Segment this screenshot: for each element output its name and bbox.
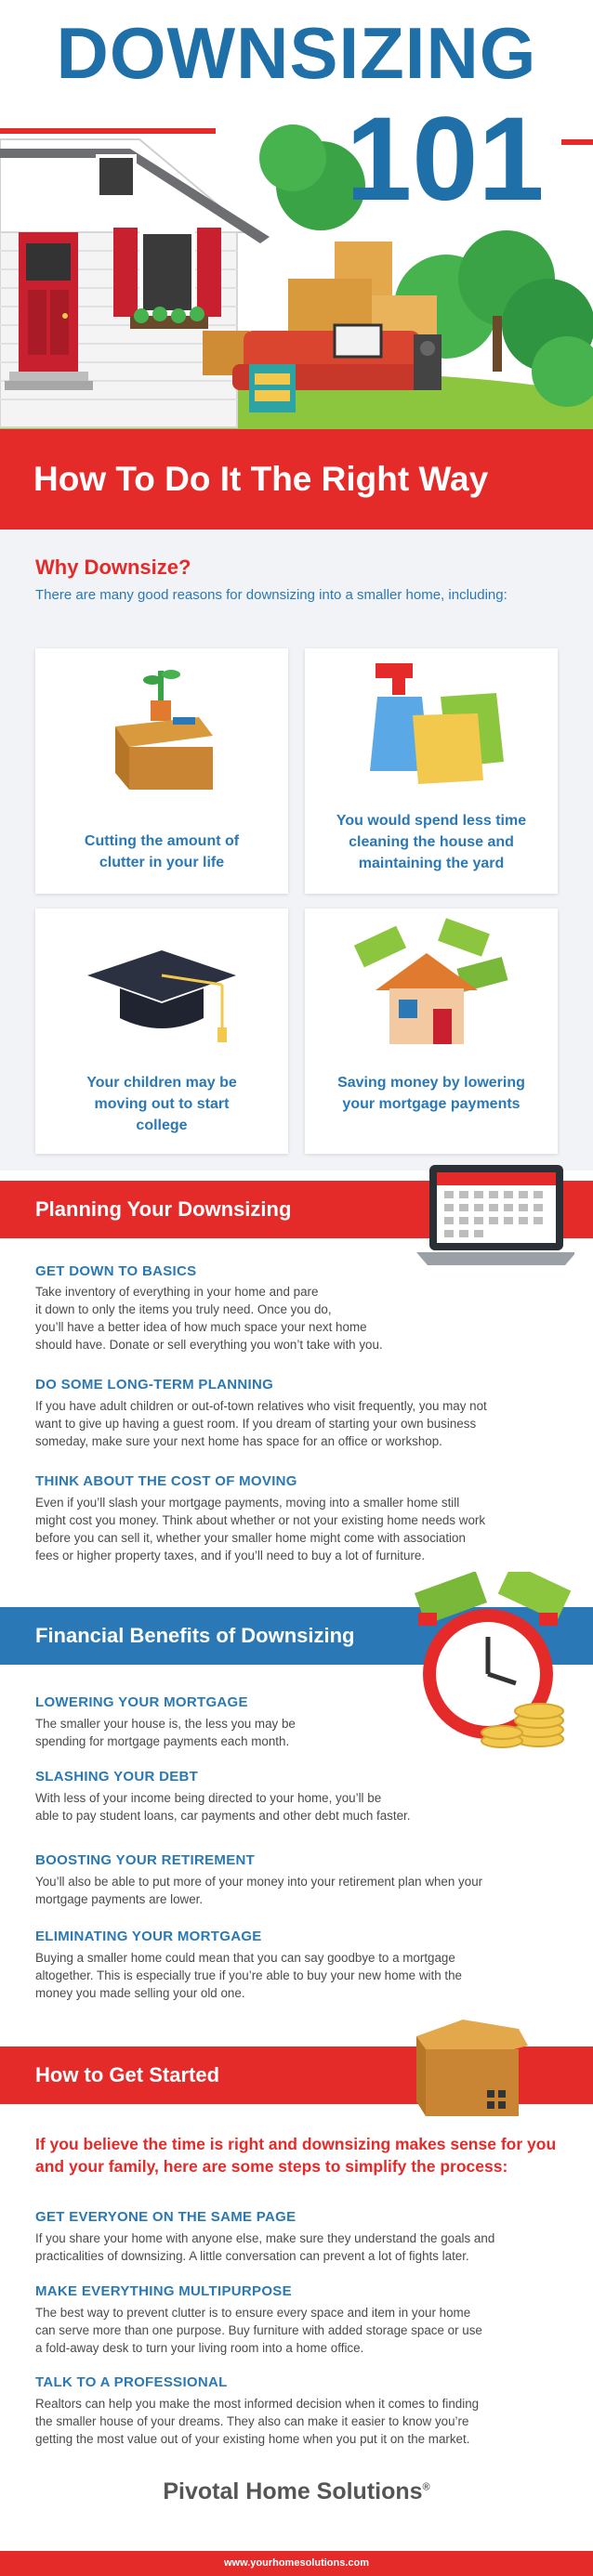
paragraph-line: someday, make sure your next home has space for an office or workshop.: [35, 1434, 442, 1448]
hero-number: 101: [346, 93, 545, 226]
paragraph-line: altogether. This is especially true if you’re able to buy your new home with the: [35, 1968, 463, 1982]
brand-logo: [0, 2478, 593, 2505]
financial-title: Financial Benefits of Downsizing: [35, 1624, 355, 1647]
paragraph-line: Realtors can help you make the most informed decision when it comes to finding: [35, 2397, 480, 2411]
started-title: How to Get Started: [35, 2063, 220, 2086]
paragraph-line: it down to only the items you truly need. Once you do,: [35, 1302, 332, 1316]
laptop-calendar-icon: [416, 1161, 574, 1273]
house-money-icon: [348, 916, 515, 1055]
paragraph-line: might cost you money. Think about whether or not your existing home needs work: [35, 1513, 486, 1527]
paragraph-line: Take inventory of everything in your home and pare: [35, 1285, 319, 1299]
paragraph-line: should have. Donate or sell everything you won’t take with you.: [35, 1338, 383, 1352]
registered-mark: ®: [422, 2481, 430, 2493]
hero-title: DOWNSIZING: [56, 12, 537, 94]
paragraph-line: The best way to prevent clutter is to ensure every space and item in your home: [35, 2306, 471, 2320]
paragraph-line: want to give up having a guest room. If you dream of starting your own business: [35, 1417, 477, 1431]
paragraph-line: spending for mortgage payments each month.: [35, 1734, 290, 1748]
reason-card: [35, 648, 288, 894]
paragraph-line: Even if you’ll slash your mortgage payments, moving into a smaller home still: [35, 1496, 460, 1510]
hero: [0, 0, 593, 446]
paragraph-line: can serve more than one purpose. Buy furniture with added storage space or use: [35, 2323, 482, 2337]
section-heading: THINK ABOUT THE COST OF MOVING: [35, 1473, 297, 1489]
reason-card: [305, 648, 558, 894]
section-heading: DO SOME LONG-TERM PLANNING: [35, 1377, 274, 1393]
paragraph-line: With less of your income being directed to your home, you’ll be: [35, 1791, 382, 1805]
moving-box-icon: [407, 2008, 537, 2120]
footer-url[interactable]: www.yourhomesolutions.com: [0, 2551, 593, 2576]
graduation-cap-icon: [83, 946, 241, 1048]
section-paragraph: [35, 1494, 485, 1564]
subtitle-banner: How To Do It The Right Way: [0, 429, 593, 530]
section-heading: MAKE EVERYTHING MULTIPURPOSE: [35, 2283, 292, 2299]
section-paragraph: [35, 1283, 383, 1353]
why-title: Why Downsize?: [35, 556, 191, 579]
section-paragraph: [35, 1873, 482, 1908]
section-paragraph: [35, 1397, 487, 1450]
paragraph-line: Buying a smaller home could mean that you can say goodbye to a mortgage: [35, 1951, 455, 1965]
section-paragraph: [35, 1949, 462, 2002]
cleaning-supplies-icon: [357, 660, 506, 799]
section-paragraph: [35, 2395, 479, 2448]
paragraph-line: fees or higher property taxes, and if you’ll need to buy a lot of furniture.: [35, 1549, 426, 1563]
section-heading: TALK TO A PROFESSIONAL: [35, 2374, 228, 2390]
section-heading: ELIMINATING YOUR MORTGAGE: [35, 1929, 262, 1944]
paragraph-line: practicalities of downsizing. A little conversation can prevent a lot of fights later.: [35, 2249, 469, 2263]
paragraph-line: If you share your home with anyone else, make sure they understand the goals and: [35, 2231, 495, 2245]
paragraph-line: The smaller your house is, the less you may be: [35, 1717, 296, 1731]
reason-text: Your children may be moving out to start college: [86, 1075, 237, 1133]
planning-title: Planning Your Downsizing: [35, 1197, 292, 1221]
reason-text: Cutting the amount of clutter in your life: [84, 833, 240, 870]
paragraph-line: able to pay student loans, car payments and other debt much faster.: [35, 1809, 411, 1823]
reason-text: You would spend less time cleaning the house and maintaining the yard: [336, 813, 527, 871]
paragraph-line: If you have adult children or out-of-town relatives who visit frequently, you may not: [35, 1399, 487, 1413]
paragraph-line: mortgage payments are lower.: [35, 1892, 204, 1906]
section-paragraph: [35, 2304, 482, 2357]
paragraph-line: getting the most value out of your existing home when you put it on the market.: [35, 2432, 470, 2446]
section-heading: GET EVERYONE ON THE SAME PAGE: [35, 2209, 296, 2225]
paragraph-line: a fold-away desk to turn your living room into a home office.: [35, 2341, 364, 2355]
why-intro: There are many good reasons for downsizing into a smaller home, including:: [35, 587, 507, 603]
paragraph-line: before you can sell it, whether your smaller home might come with association: [35, 1531, 466, 1545]
reason-card: [35, 909, 288, 1154]
hero-divider: [561, 139, 593, 145]
section-heading: SLASHING YOUR DEBT: [35, 1769, 199, 1785]
paragraph-line: the smaller house of your dreams. They also can make it easier to know you’re: [35, 2414, 469, 2428]
section-heading: LOWERING YOUR MORTGAGE: [35, 1694, 248, 1710]
box-plant-icon: [106, 661, 217, 791]
section-paragraph: [35, 2229, 494, 2265]
section-heading: BOOSTING YOUR RETIREMENT: [35, 1852, 256, 1868]
reason-text: Saving money by lowering your mortgage payments: [337, 1075, 525, 1112]
started-lead: If you believe the time is right and downsizing makes sense for you and your family, here are some steps to simplify the process:: [35, 2135, 557, 2176]
section-heading: GET DOWN TO BASICS: [35, 1263, 197, 1279]
paragraph-line: you’ll have a better idea of how much space your next home: [35, 1320, 367, 1334]
clock-money-icon: [400, 1572, 576, 1758]
brand-name: Pivotal Home Solutions: [163, 2478, 423, 2504]
paragraph-line: You’ll also be able to put more of your money into your retirement plan when your: [35, 1875, 483, 1889]
section-paragraph: [35, 1715, 296, 1750]
hero-divider: [0, 128, 216, 134]
reason-card: [305, 909, 558, 1154]
paragraph-line: money you made selling your old one.: [35, 1986, 245, 2000]
section-paragraph: [35, 1789, 410, 1824]
